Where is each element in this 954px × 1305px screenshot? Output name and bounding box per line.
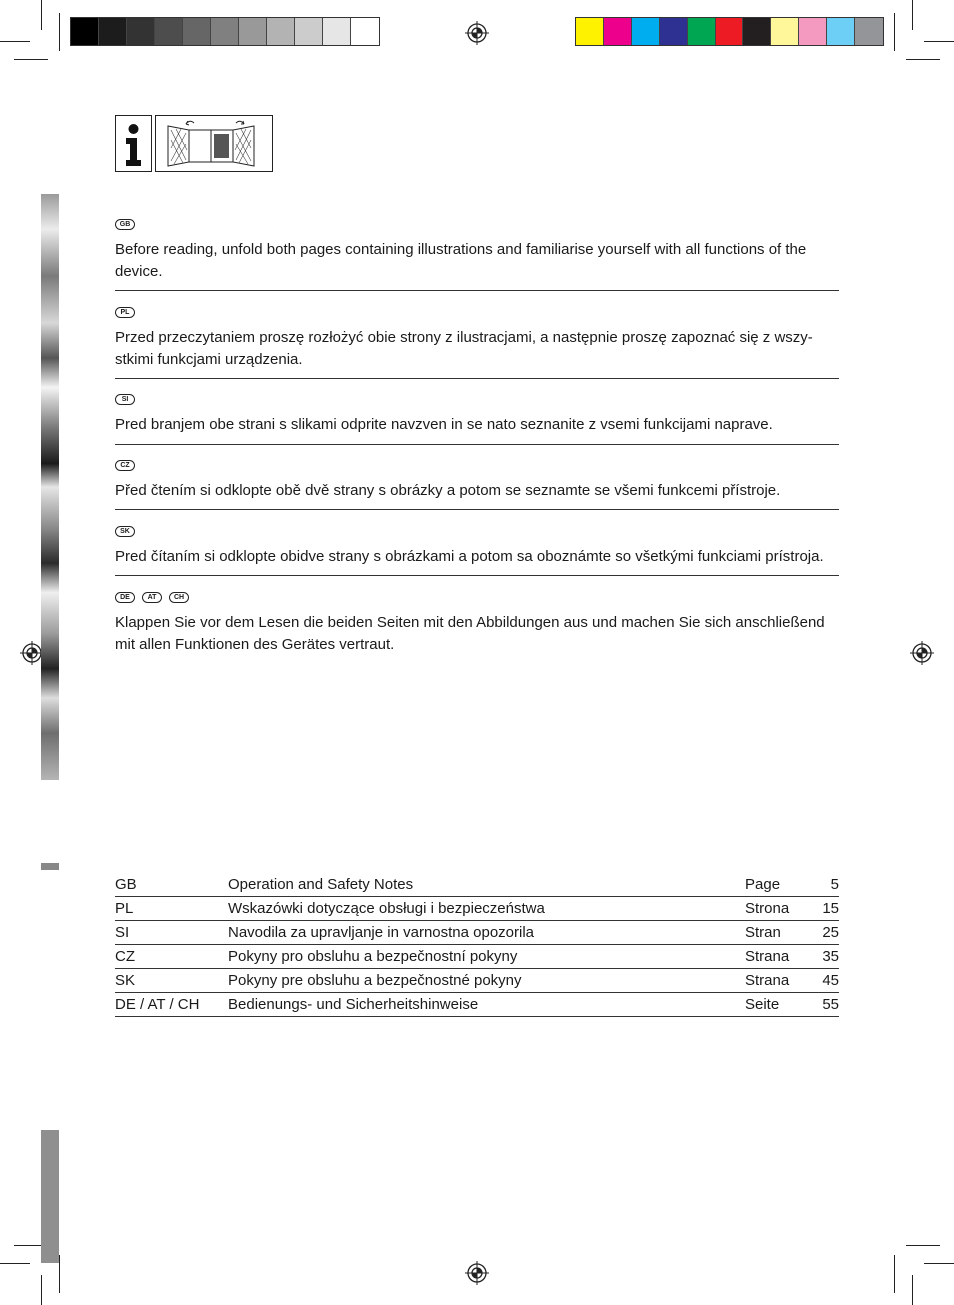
toc-section-title: Bedienungs- und Sicherheitshinweise [228,996,479,1013]
language-block-cz [115,459,839,502]
toc-row [115,969,839,993]
toc-page-word: Strana [745,972,790,989]
toc-row [115,921,839,945]
unfold-instruction-text: Pred branjem obe strani s slikami odprite navzven in se nato seznanite z vsemi funkcijami naprave. [115,416,773,433]
gray-swatch [323,18,351,45]
toc-page-word: Strana [745,948,790,965]
language-badges [115,218,839,230]
toc-page-number: 15 [822,900,839,917]
toc-language-code: SI [115,924,130,941]
toc-page-number: 5 [830,876,839,893]
color-swatch [827,18,855,45]
color-swatch [716,18,744,45]
process-color-bar [575,17,884,46]
toc-section-title: Operation and Safety Notes [228,876,414,893]
toc-language-code: DE / AT / CH [115,996,200,1013]
info-icon [115,115,152,172]
toc-page-word: Page [745,876,781,893]
toc-section-title: Wskazówki dotyczące obsługi i bezpieczeństwa [228,900,545,917]
divider [115,575,839,576]
country-code-badge: PL [115,307,135,318]
color-swatch [576,18,604,45]
unfold-instruction-text: Before reading, unfold both pages containing illustrations and familiarise yourself with all functions of the device. [115,241,807,280]
toc-row [115,993,839,1017]
toc-row [115,897,839,921]
side-strip-mark [41,863,59,870]
toc-section-title: Navodila za upravljanje in varnostna opozorila [228,924,535,941]
toc-page-word: Stran [745,924,781,941]
language-badges [115,525,839,537]
gray-swatch [211,18,239,45]
gray-swatch [351,18,379,45]
toc-page-word: Seite [745,996,780,1013]
gray-swatch [267,18,295,45]
unfold-instruction-text: Klappen Sie vor dem Lesen die beiden Seiten mit den Abbildungen aus und machen Sie sich anschließend mit allen Funktionen des Gerätes vertraut. [115,614,825,653]
gray-swatch [127,18,155,45]
toc-page-number: 45 [822,972,839,989]
color-swatch [855,18,883,45]
divider [115,378,839,379]
toc-section-title: Pokyny pre obsluhu a bezpečnostné pokyny [228,972,522,989]
country-code-badge: AT [142,592,162,603]
gray-swatch [295,18,323,45]
color-swatch [632,18,660,45]
gray-swatch [183,18,211,45]
language-block-pl [115,306,839,371]
gray-swatch [99,18,127,45]
divider [115,509,839,510]
language-badges [115,306,839,318]
toc-language-code: SK [115,972,136,989]
unfold-instruction-text: Przed przeczytaniem proszę rozłożyć obie strony z ilustracjami, a następnie proszę zapoznać się z wszy-stkimi funkcjami urządzenia. [115,329,813,368]
country-code-badge: SK [115,526,135,537]
registration-mark-icon [910,641,934,665]
registration-mark-icon [465,21,489,45]
unfold-instruction-text: Před čtením si odklopte obě dvě strany s obrázky a potom se seznamte se všemi funkcemi přístroje. [115,482,781,499]
toc-page-number: 25 [822,924,839,941]
gray-swatch [239,18,267,45]
side-image-strip [41,194,59,780]
country-code-badge: GB [115,219,135,230]
country-code-badge: CZ [115,460,135,471]
country-code-badge: DE [115,592,135,603]
toc-language-code: CZ [115,948,135,965]
gray-swatch [155,18,183,45]
language-block-si [115,393,839,436]
country-code-badge: SI [115,394,135,405]
toc-page-word: Strona [745,900,790,917]
divider [115,290,839,291]
language-badges [115,459,839,471]
color-swatch [604,18,632,45]
language-block-de-at-ch [115,591,839,656]
color-swatch [771,18,799,45]
unfold-instruction-text: Pred čítaním si odklopte obidve strany s obrázkami a potom sa oboznámte so všetkými funkciami prístroja. [115,548,824,565]
divider [115,444,839,445]
grayscale-color-bar [70,17,380,46]
toc-row [115,873,839,897]
color-swatch [688,18,716,45]
side-strip-block [41,1130,59,1263]
color-swatch [799,18,827,45]
toc-row [115,945,839,969]
language-block-sk [115,525,839,568]
table-of-contents [115,873,839,1017]
country-code-badge: CH [169,592,189,603]
registration-mark-icon [465,1261,489,1285]
toc-language-code: GB [115,876,137,893]
color-swatch [660,18,688,45]
language-badges [115,393,839,405]
toc-section-title: Pokyny pro obsluhu a bezpečnostní pokyny [228,948,518,965]
toc-page-number: 35 [822,948,839,965]
language-badges [115,591,839,603]
gray-swatch [71,18,99,45]
language-block-gb [115,218,839,283]
toc-page-number: 55 [822,996,839,1013]
color-swatch [743,18,771,45]
toc-language-code: PL [115,900,134,917]
unfold-pages-icon [155,115,273,172]
